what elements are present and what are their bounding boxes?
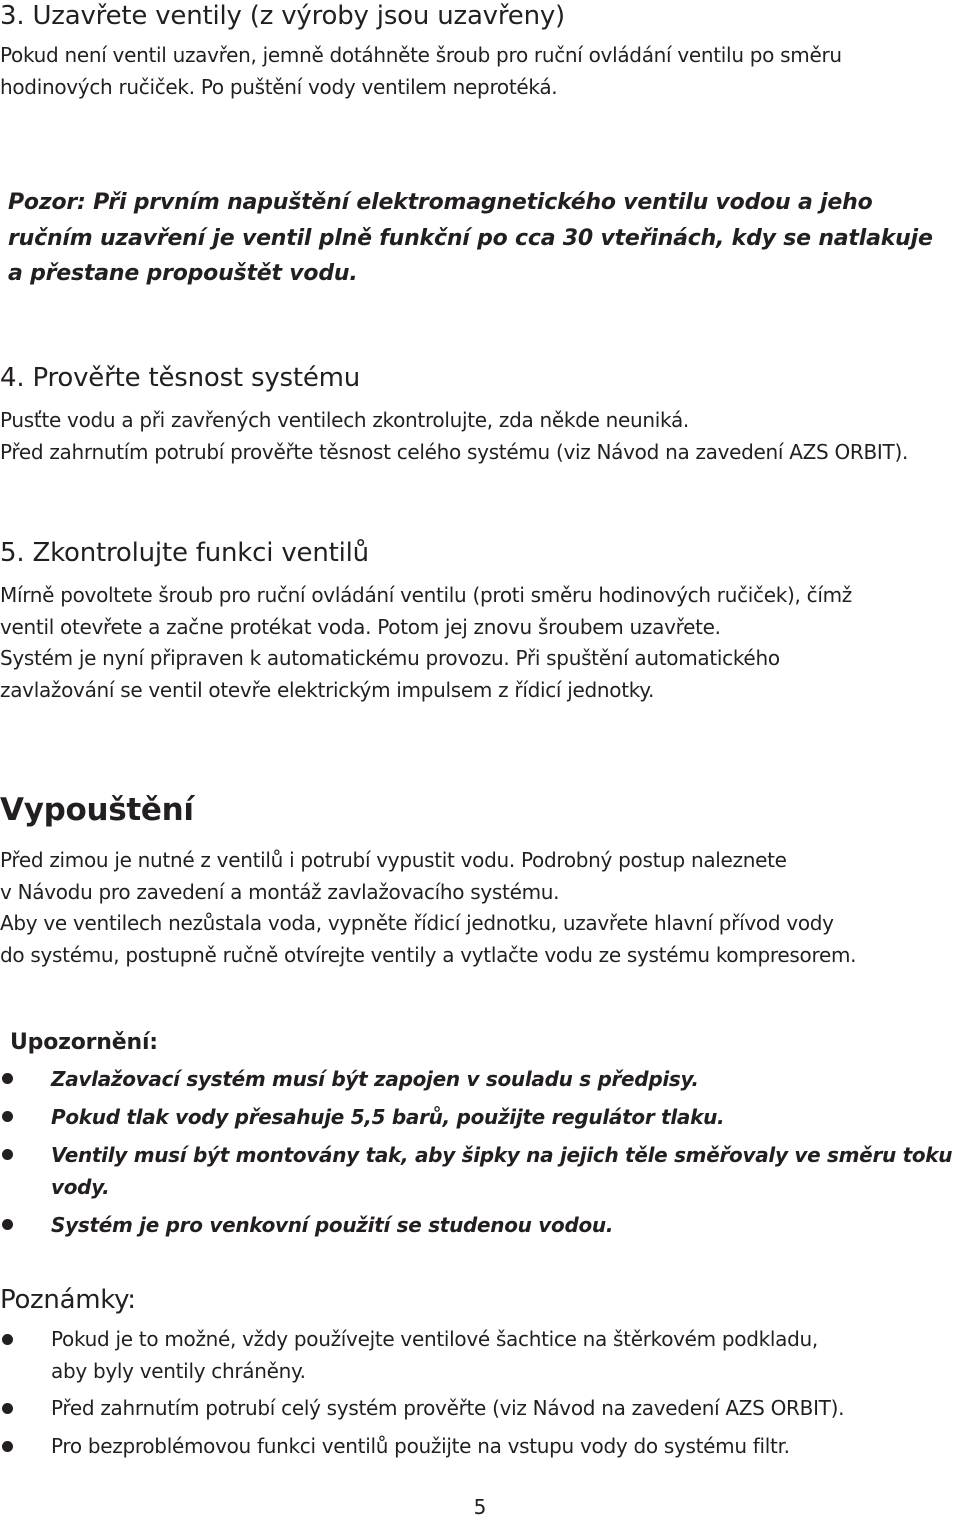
vypousteni-line-1: Před zimou je nutné z ventilů i potrubí vypustit vodu. Podrobný postup naleznete [0,848,787,872]
bullet-icon [2,1334,13,1345]
section-5-heading: 5. Zkontrolujte funkci ventilů [0,538,369,568]
vypousteni-line-3: Aby ve ventilech nezůstala voda, vypněte řídicí jednotku, uzavřete hlavní přívod vody [0,911,834,935]
vypousteni-heading: Vypouštění [0,792,194,828]
section-vypousteni [0,792,960,971]
section-5-line-4: zavlažování se ventil otevře elektrickým impulsem z řídicí jednotky. [0,677,655,702]
poznamky-heading: Poznámky: [0,1285,136,1315]
upozorneni-heading: Upozornění: [10,1030,158,1055]
section-5-line-3: Systém je nyní připraven k automatickému provozu. Při spuštění automatického [0,646,780,670]
bullet-icon [2,1441,13,1452]
vypousteni-line-2: v Návodu pro zavedení a montáž zavlažovacího systému. [0,879,560,904]
bullet-icon [2,1073,13,1084]
poznamky-list [0,1324,960,1462]
upozorneni-item: Pokud tlak vody přesahuje 5,5 barů, použijte regulátor tlaku. [0,1101,960,1133]
poznamky-item: Pro bezproblémovou funkci ventilů použijte na vstupu vody do systému filtr. [0,1431,960,1463]
vypousteni-line-4: do systému, postupně ručně otvírejte ventily a vytlačte vodu ze systému kompresorem. [0,942,857,967]
section-5-line-2: ventil otevřete a začne protékat voda. Potom jej znovu šroubem uzavřete. [0,614,721,639]
section-poznamky [0,1284,960,1468]
section-4-heading: 4. Prověřte těsnost systému [0,363,361,393]
section-upozorneni [0,1029,960,1247]
bullet-icon [2,1219,13,1230]
warning-line-1: Pozor: Při prvním napuštění elektromagnetického ventilu vodou a jeho [8,190,873,215]
warning-line-2: ručním uzavření je ventil plně funkční po cca 30 vteřinách, kdy se natlakuje [8,225,933,251]
section-3 [0,0,960,103]
upozorneni-item: Systém je pro venkovní použití se studenou vodou. [0,1209,960,1241]
section-4-line-1: Pusťte vodu a při zavřených ventilech zkontrolujte, zda někde neuniká. [0,408,689,432]
bullet-icon [2,1149,13,1160]
section-3-line-2: hodinových ručiček. Po puštění vody ventilem neprotéká. [0,74,558,99]
bullet-icon [2,1111,13,1122]
section-3-heading: 3. Uzavřete ventily (z výroby jsou uzavřeny) [0,1,565,31]
poznamky-item: Pokud je to možné, vždy používejte ventilové šachtice na štěrkovém podkladu, aby byly ventily chráněny. [0,1324,960,1387]
warning-block [0,185,960,292]
page-number: 5 [473,1495,487,1519]
section-5 [0,537,960,706]
section-4-line-2: Před zahrnutím potrubí prověřte těsnost celého systému (viz Návod na zavedení AZS ORBIT). [0,439,909,464]
section-4 [0,362,960,468]
upozorneni-list [0,1063,960,1241]
warning-line-3: a přestane propouštět vodu. [8,261,358,286]
section-3-line-1: Pokud není ventil uzavřen, jemně dotáhněte šroub pro ruční ovládání ventilu po směru [0,43,842,67]
section-5-line-1: Mírně povoltete šroub pro ruční ovládání ventilu (proti směru hodinových ručiček), čímž [0,583,852,607]
poznamky-item: Před zahrnutím potrubí celý systém prověřte (viz Návod na zavedení AZS ORBIT). [0,1393,960,1425]
upozorneni-item: Ventily musí být montovány tak, aby šipky na jejich těle směřovaly ve směru toku vody. [0,1139,960,1203]
upozorneni-item: Zavlažovací systém musí být zapojen v souladu s předpisy. [0,1063,960,1095]
bullet-icon [2,1403,13,1414]
